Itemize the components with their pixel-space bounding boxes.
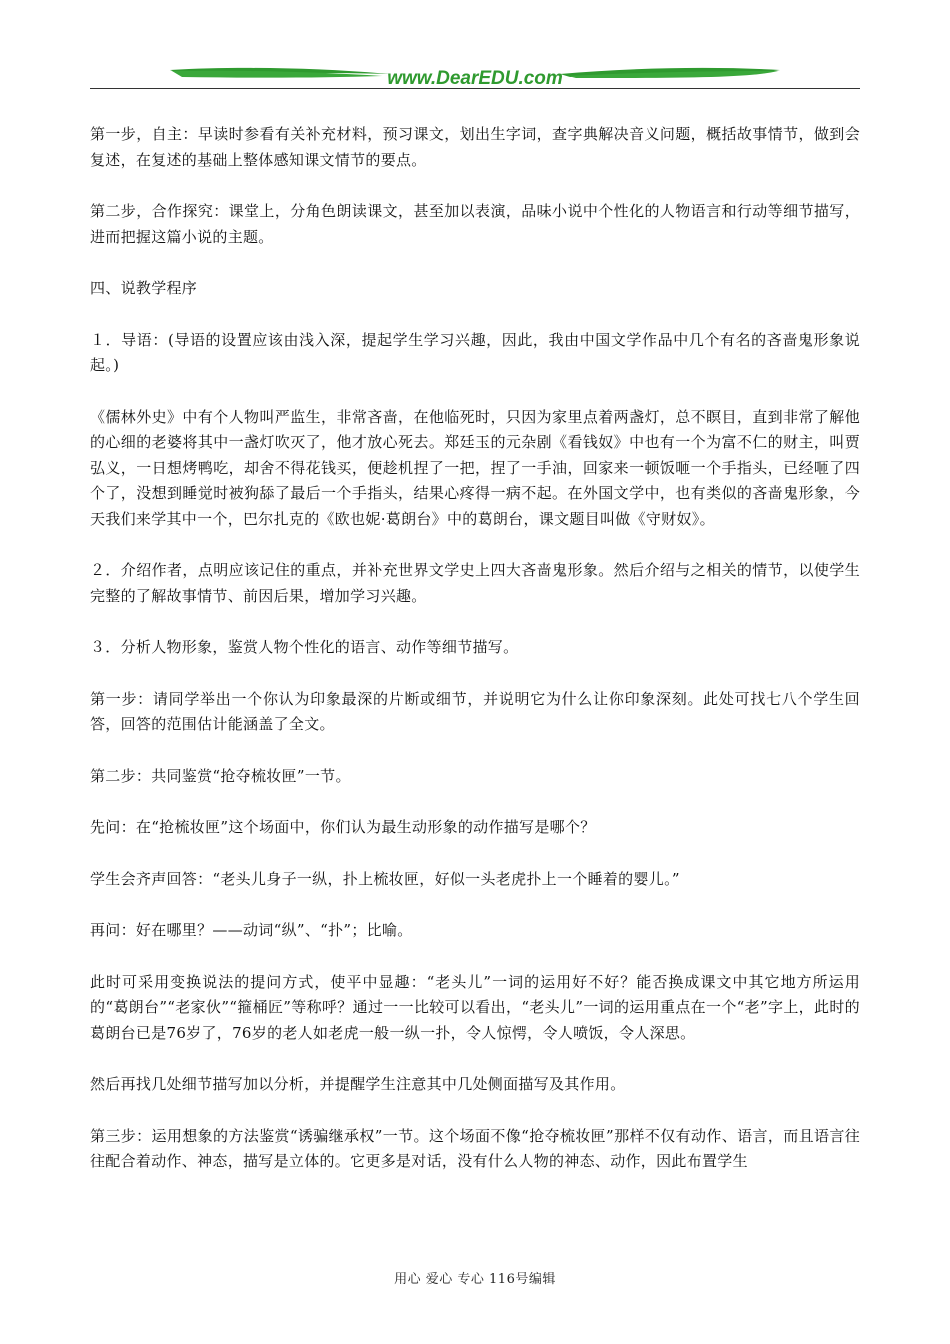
section-heading: 四、说教学程序 <box>90 279 198 297</box>
paragraph: ３．分析人物形象，鉴赏人物个性化的语言、动作等细节描写。 <box>90 638 519 656</box>
paragraph: ２．介绍作者，点明应该记住的重点，并补充世界文学史上四大吝啬鬼形象。然后介绍与之相关的情节，以使学生完整的了解故事情节、前因后果，增加学习兴趣。 <box>90 561 860 605</box>
paragraph: 此时可采用变换说法的提问方式，使平中显趣：“老头儿”一词的运用好不好？能否换成课文中其它地方所运用的“葛朗台”“老家伙”“箍桶匠”等称呼？通过一一比较可以看出，“老头儿”一词的运用重点在一个“老”字上，此时的葛朗台已是76岁了，76岁的老人如老虎一般一纵一扑，令人惊愕，令人喷饭，令人深思。 <box>90 972 860 1042</box>
paragraph: 第一步：请同学举出一个你认为印象最深的片断或细节，并说明它为什么让你印象深刻。此处可找七八个学生回答，回答的范围估计能涵盖了全文。 <box>90 689 860 733</box>
paragraph: 《儒林外史》中有个人物叫严监生，非常吝啬，在他临死时，只因为家里点着两盏灯，总不瞑目，直到非常了解他的心细的老婆将其中一盏灯吹灭了，他才放心死去。郑廷玉的元杂剧《看钱奴》中也有一个为富不仁的财主，叫贾弘义，一日想烤鸭吃，却舍不得花钱买，便趁机捏了一把，捏了一手油，回家来一顿饭咂一个手指头，已经咂了四个了，没想到睡觉时被狗舔了最后一个手指头，结果心疼得一病不起。在外国文学中，也有类似的吝啬鬼形象，今天我们来学其中一个，巴尔扎克的《欧也妮·葛朗台》中的葛朗台，课文题目叫做《守财奴》。 <box>90 407 860 528</box>
document-body <box>90 122 860 1201</box>
paragraph: １．导语：(导语的设置应该由浅入深，提起学生学习兴趣，因此，我由中国文学作品中几个有名的吝啬鬼形象说起。) <box>90 330 860 374</box>
site-url-text: www.DearEDU.com <box>387 68 563 89</box>
paragraph: 第二步：共同鉴赏“抢夺梳妆匣”一节。 <box>90 766 351 785</box>
paragraph: 学生会齐声回答：“老头儿身子一纵，扑上梳妆匣，好似一头老虎扑上一个睡着的婴儿。” <box>90 869 680 888</box>
paragraph: 再问：好在哪里？——动词“纵”、“扑”；比喻。 <box>90 921 413 939</box>
paragraph: 第三步：运用想象的方法鉴赏“诱骗继承权”一节。这个场面不像“抢夺梳妆匣”那样不仅有动作、语言，而且语言往往配合着动作、神态，描写是立体的。它更多是对话，没有什么人物的神态、动作，因此布置学生 <box>90 1126 860 1170</box>
header-divider <box>90 88 860 89</box>
paragraph: 第一步，自主：早读时参看有关补充材料，预习课文，划出生字词，查字典解决音义问题，概括故事情节，做到会复述，在复述的基础上整体感知课文情节的要点。 <box>90 125 860 169</box>
paragraph: 然后再找几处细节描写加以分析，并提醒学生注意其中几处侧面描写及其作用。 <box>90 1075 626 1093</box>
page-footer: 用心 爱心 专心 116号编辑 <box>394 1272 556 1287</box>
paragraph: 先问：在“抢梳妆匣”这个场面中，你们认为最生动形象的动作描写是哪个？ <box>90 818 596 836</box>
paragraph: 第二步，合作探究：课堂上，分角色朗读课文，甚至加以表演，品味小说中个性化的人物语言和行动等细节描写，进而把握这篇小说的主题。 <box>90 202 860 246</box>
